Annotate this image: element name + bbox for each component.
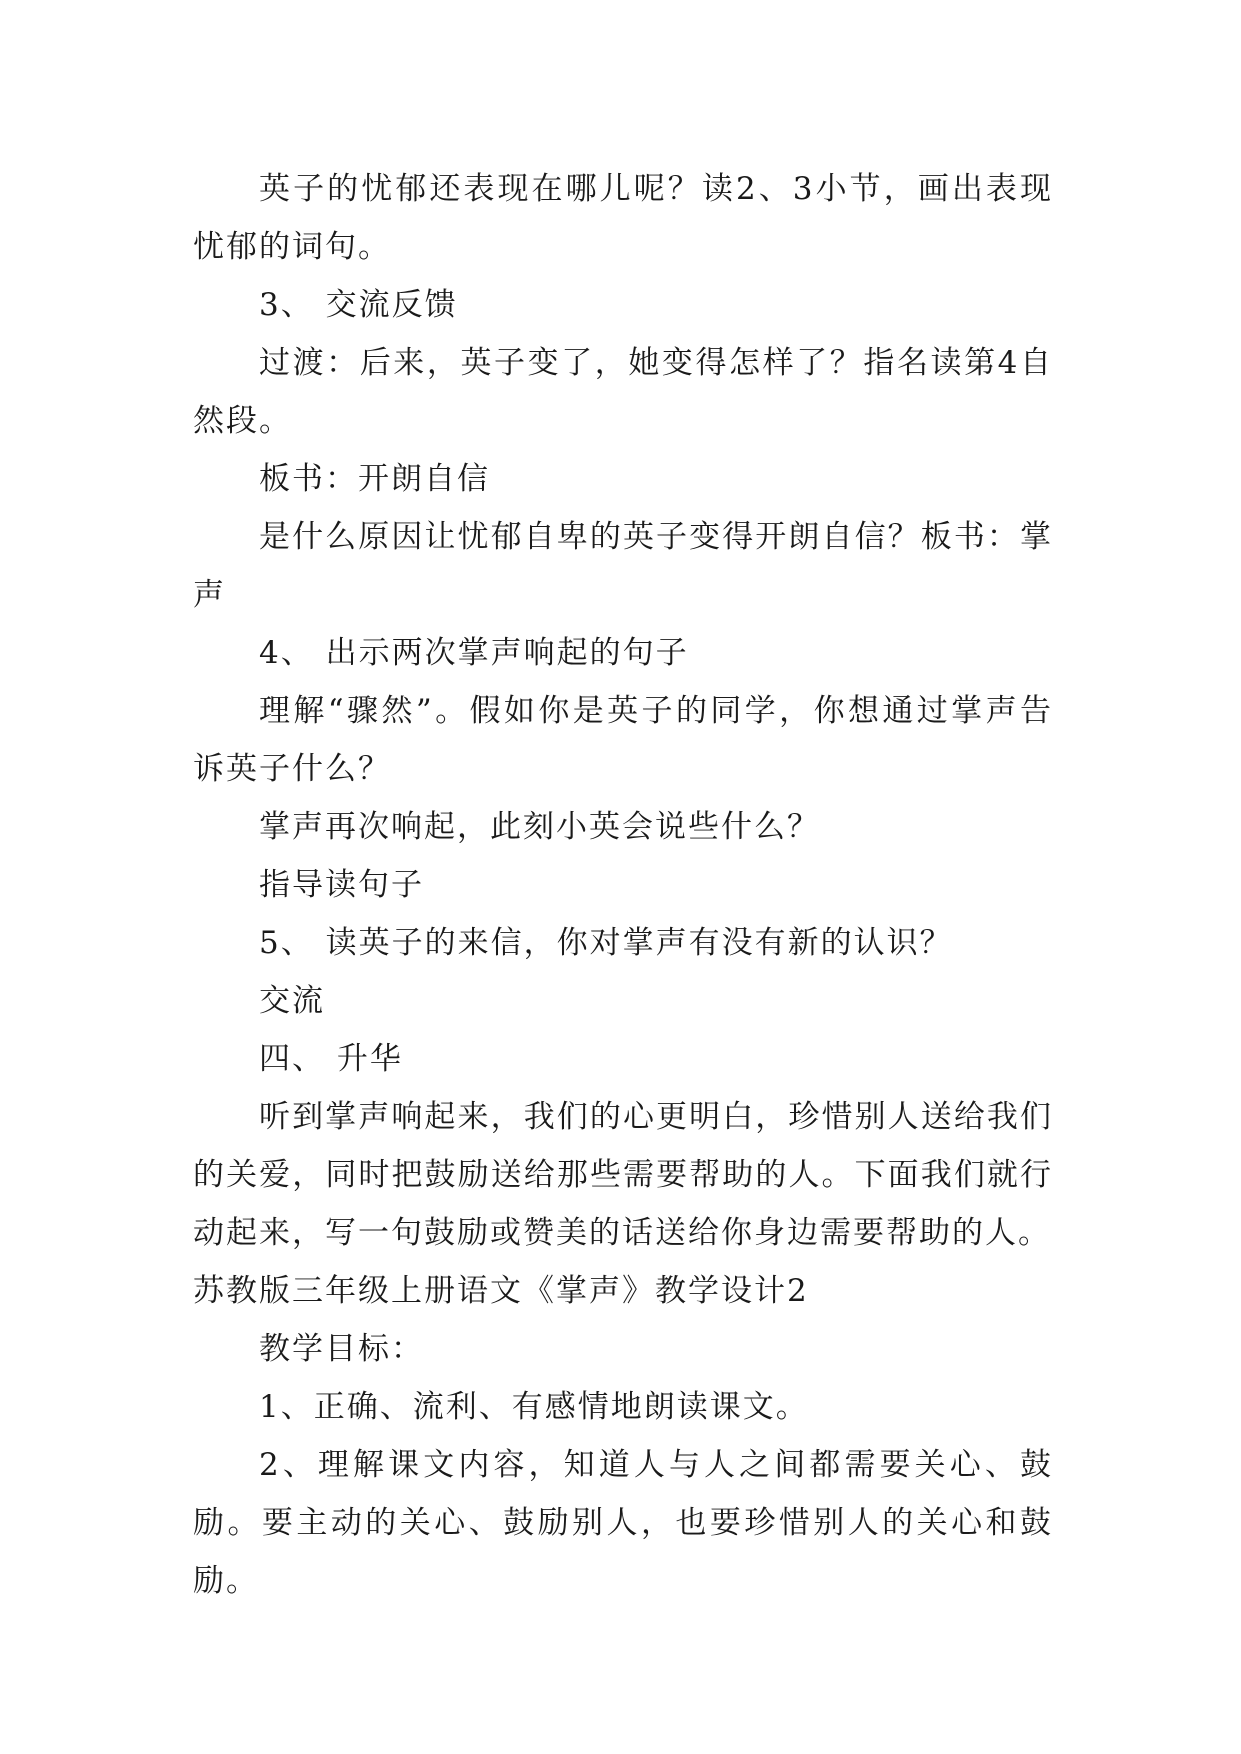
paragraph: 听到掌声响起来，我们的心更明白，珍惜别人送给我们的关爱，同时把鼓励送给那些需要帮助的人。下面我们就行动起来，写一句鼓励或赞美的话送给你身边需要帮助的人。 <box>193 1099 1053 1251</box>
paragraph: 2、理解课文内容，知道人与人之间都需要关心、鼓励。要主动的关心、鼓励别人，也要珍惜别人的关心和鼓励。 <box>193 1447 1053 1599</box>
paragraph: 掌声再次响起，此刻小英会说些什么？ <box>259 809 820 845</box>
paragraph: 是什么原因让忧郁自卑的英子变得开朗自信？板书：掌声 <box>193 519 1053 613</box>
paragraph: 英子的忧郁还表现在哪儿呢？读2、3小节，画出表现忧郁的词句。 <box>193 171 1053 265</box>
paragraph: 板书：开朗自信 <box>259 461 490 497</box>
paragraph: 交流 <box>259 983 325 1019</box>
paragraph: 3、 交流反馈 <box>259 287 458 323</box>
paragraph: 教学目标： <box>259 1331 424 1367</box>
paragraph: 4、 出示两次掌声响起的句子 <box>259 635 689 671</box>
document-title: 苏教版三年级上册语文《掌声》教学设计2 <box>193 1273 809 1309</box>
paragraph: 5、 读英子的来信，你对掌声有没有新的认识？ <box>259 925 953 961</box>
paragraph: 1、正确、流利、有感情地朗读课文。 <box>259 1389 809 1425</box>
paragraph: 理解“骤然”。假如你是英子的同学，你想通过掌声告诉英子什么？ <box>193 693 1053 787</box>
paragraph: 指导读句子 <box>259 867 424 903</box>
paragraph: 过渡：后来，英子变了，她变得怎样了？指名读第4自然段。 <box>193 345 1053 439</box>
document-body <box>193 160 1053 1610</box>
section-heading: 四、 升华 <box>259 1041 403 1077</box>
